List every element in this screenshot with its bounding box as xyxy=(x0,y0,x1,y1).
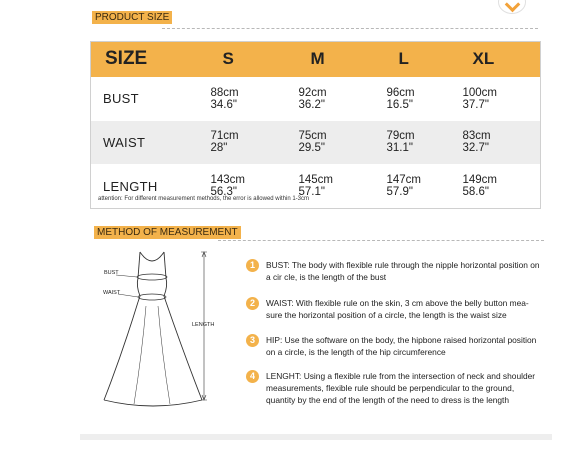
table-header-row xyxy=(91,42,541,77)
size-table xyxy=(90,41,541,209)
attention-note: attention: For different measurement methods, the error is allowed within 1-3cm xyxy=(98,196,309,202)
table-cell: 83cm 32.7" xyxy=(463,121,541,165)
step-number-badge: 2 xyxy=(246,297,259,310)
table-cell: 143cm 56.3" xyxy=(210,174,246,199)
size-header-l: L xyxy=(373,42,463,77)
measurement-step: 2 WAIST: With flexible rule on the skin, 3 cm above the belly button mea-sure the horizontal position of a circle, the length is the waist size xyxy=(248,297,544,321)
measurement-step: 4 LENGHT: Using a flexible rule from the intersection of neck and shoulder measurements, flexible rule should be perpendicular to the ground, quantity by the end of the length of the need to dress is the length xyxy=(248,370,544,406)
table-cell: 100cm 37.7" xyxy=(462,86,498,111)
figure-label-length: LENGTH xyxy=(192,322,215,328)
divider-line xyxy=(162,28,538,29)
table-cell: 149cm 58.6" xyxy=(462,174,498,199)
row-label-waist: WAIST xyxy=(91,121,197,165)
product-size-title: PRODUCT SIZE xyxy=(92,11,172,24)
step-number-badge: 3 xyxy=(246,334,259,347)
measurement-step: 3 HIP: Use the software on the body, the hipbone raised horizontal position on a circle, is the length of the hip circumference xyxy=(248,334,544,358)
size-header-m: M xyxy=(285,42,373,77)
bottom-divider xyxy=(80,434,552,440)
table-cell: 145cm 57.1" xyxy=(298,174,334,199)
table-cell: 88cm 34.6" xyxy=(210,86,239,111)
row-label-bust: BUST xyxy=(103,91,139,107)
table-cell: 71cm 28" xyxy=(197,121,285,165)
table-cell: 147cm 57.9" xyxy=(386,174,422,199)
table-cell: 79cm 31.1" xyxy=(373,121,463,165)
table-cell: 96cm 16.5" xyxy=(386,86,415,111)
table-row-bust xyxy=(91,77,541,121)
size-header-s: S xyxy=(197,42,285,77)
divider-line xyxy=(218,240,544,241)
table-cell: 75cm 29.5" xyxy=(285,121,373,165)
row-label-length: LENGTH xyxy=(103,178,158,194)
table-row-waist xyxy=(91,121,541,165)
step-number-badge: 1 xyxy=(246,259,259,272)
step-number-badge: 4 xyxy=(246,370,259,383)
method-title: METHOD OF MEASUREMENT xyxy=(94,226,241,239)
size-column-header: SIZE xyxy=(91,42,197,77)
figure-label-bust: BUST xyxy=(104,270,119,276)
figure-label-waist: WAIST xyxy=(103,290,121,296)
size-header-xl: XL xyxy=(463,42,541,77)
measurement-step: 1 BUST: The body with flexible rule through the nipple horizontal position on a cir cle, is the length of the bust xyxy=(248,259,544,283)
table-cell: 92cm 36.2" xyxy=(298,86,327,111)
